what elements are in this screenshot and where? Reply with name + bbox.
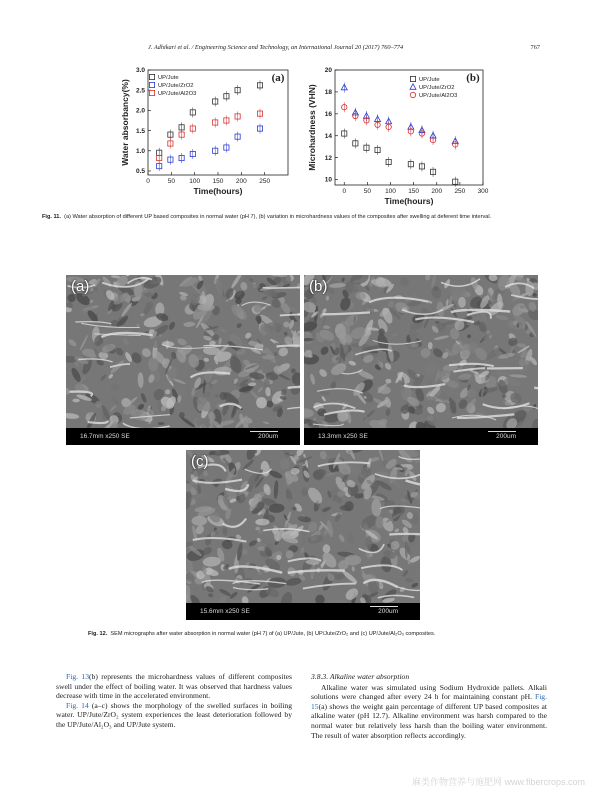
paragraph-text: (a) shows the weight gain percentage of different UP based composites at alkaline water (pH 12.7). Alkaline environment was harsh compared to the normal water but relatively less harsh than the boiling water environment. The result of water absorption reflects accordingly.: [311, 701, 547, 740]
sem-grain: [258, 530, 263, 535]
chart-water-absorbancy: [108, 60, 298, 208]
x-tick-label: 200: [431, 188, 443, 195]
panel-label: (a): [271, 72, 285, 84]
sem-grain: [109, 382, 120, 392]
sem-grain: [411, 582, 419, 589]
sem-grain: [250, 284, 260, 289]
fig13-link[interactable]: Fig. 13: [66, 672, 90, 681]
sem-texture-b: [304, 275, 538, 445]
y-tick-label: 1.5: [135, 127, 145, 135]
sem-grain: [278, 457, 291, 471]
journal-title: J. Adhikari et al. / Engineering Science and Technology, an International Journal 20 (2017) 760–774: [148, 44, 404, 51]
sem-grain: [533, 293, 537, 297]
x-tick-label: 200: [235, 178, 247, 185]
sem-grain: [467, 334, 471, 338]
sem-panel-label: (a): [71, 278, 90, 295]
sem-grain: [312, 345, 321, 352]
sem-grain: [180, 416, 196, 428]
sem-panel-label: (b): [309, 278, 328, 295]
sem-grain: [136, 324, 140, 327]
sem-grain: [151, 342, 162, 348]
sem-grain: [66, 412, 79, 419]
fig11-caption: [42, 214, 557, 221]
sem-grain: [309, 373, 316, 385]
sem-grain: [108, 373, 114, 379]
legend-entry: UP/Jute/ZrO2: [419, 85, 455, 92]
y-axis-label: Water absorbancy(%): [120, 79, 130, 166]
sem-grain: [426, 405, 436, 415]
sem-grain: [398, 276, 410, 289]
sem-grain: [137, 372, 143, 388]
sem-grain: [425, 275, 431, 281]
x-tick-label: 250: [454, 188, 466, 195]
sem-grain: [371, 498, 382, 516]
sem-grain: [347, 533, 355, 544]
fig12-caption: [88, 631, 548, 638]
sem-params: 16.7mm x250 SE: [80, 433, 130, 440]
sem-fiber: [322, 312, 370, 314]
sem-grain: [428, 342, 433, 350]
sem-grain: [284, 332, 288, 336]
legend-entry: UP/Jute/ZrO2: [158, 83, 194, 90]
sem-grain: [191, 516, 207, 526]
sem-fiber: [223, 518, 247, 526]
y-tick-label: 2.0: [135, 107, 145, 115]
sem-grain: [321, 395, 327, 402]
sem-grain: [79, 334, 89, 350]
fig12-label: Fig. 12.: [88, 631, 108, 637]
sem-grain: [338, 534, 346, 544]
x-tick-label: 150: [212, 178, 224, 185]
sem-grain: [114, 346, 125, 357]
paragraph: [56, 672, 292, 701]
data-point: [149, 90, 154, 95]
sem-params: 13.3mm x250 SE: [318, 433, 368, 440]
legend-entry: UP/Jute/Al2O3: [419, 93, 458, 100]
sem-grain: [302, 530, 306, 545]
x-tick-label: 100: [385, 188, 396, 195]
sem-grain: [509, 374, 527, 378]
x-tick-label: 0: [342, 188, 347, 195]
sem-grain: [180, 275, 199, 289]
y-tick-label: 1.0: [135, 147, 145, 155]
sem-grain: [176, 337, 188, 347]
sem-grain: [121, 337, 130, 346]
paragraph: [56, 701, 292, 730]
sem-info-bar: [304, 428, 538, 445]
x-tick-label: 250: [259, 178, 271, 185]
y-tick-label: 0.5: [135, 168, 145, 176]
series-up-jute: [342, 129, 458, 187]
sem-scale-text: 200um: [496, 433, 516, 440]
sem-image-c: [186, 450, 420, 620]
sem-grain: [111, 396, 120, 406]
sem-grain: [218, 588, 231, 598]
sem-info-bar: [66, 428, 300, 445]
sem-grain: [182, 371, 187, 380]
series-up-jute-al2o3: [157, 109, 263, 163]
sem-grain: [435, 402, 448, 414]
scale-bar: [250, 431, 278, 432]
sem-grain: [130, 350, 144, 365]
sem-fiber: [406, 480, 420, 485]
sem-grain: [255, 527, 260, 531]
sem-grain: [70, 366, 83, 383]
sem-grain: [351, 566, 355, 572]
paragraph: [311, 683, 547, 741]
sem-grain: [109, 404, 117, 412]
sem-grain: [214, 393, 219, 398]
sem-fiber: [389, 534, 420, 535]
sem-grain: [101, 275, 113, 288]
section-heading: 3.8.3. Alkaline water absorption: [311, 672, 410, 681]
sem-grain: [409, 555, 420, 564]
sem-grain: [408, 562, 420, 575]
legend-entry: UP/Jute: [419, 77, 440, 84]
sem-grain: [138, 365, 143, 368]
y-tick-label: 10: [324, 176, 332, 184]
sem-grain: [239, 281, 248, 291]
sem-grain: [95, 408, 101, 417]
sem-grain: [387, 300, 395, 308]
sem-scale-text: 200um: [378, 608, 398, 615]
sem-texture-a: [66, 275, 300, 445]
fig11-text: (a) Water absorption of different UP based composites in normal water (pH 7), (b) variation in microhardness values of the composites after swelling at deferent time interval.: [64, 214, 492, 220]
sem-grain: [345, 555, 362, 566]
sem-grain: [100, 373, 107, 381]
data-point: [410, 84, 416, 90]
sem-panel-label: (c): [191, 453, 209, 470]
sem-fiber: [75, 322, 111, 324]
sem-grain: [263, 421, 270, 425]
y-tick-label: 14: [324, 132, 332, 140]
sem-grain: [319, 345, 330, 356]
paragraph-text: (b) represents the microhardness values of different composites swell under the effect of boiling water. It was observed that hardness values decrease with time in the accelerated environment.: [56, 672, 292, 701]
sem-grain: [326, 296, 330, 301]
y-tick-label: 16: [324, 111, 332, 119]
sem-grain: [258, 572, 263, 575]
series-up-jute-zro2: [157, 124, 263, 172]
y-tick-label: 3.0: [135, 67, 145, 75]
x-tick-label: 50: [363, 188, 371, 195]
sem-info-bar: [186, 603, 420, 620]
sem-fiber: [534, 385, 538, 390]
sem-grain: [244, 331, 253, 339]
sem-grain: [255, 518, 269, 525]
sem-params: 15.6mm x250 SE: [200, 608, 250, 615]
sem-grain: [495, 314, 509, 321]
sem-grain: [485, 346, 502, 361]
sem-grain: [268, 469, 283, 480]
sem-grain: [219, 328, 228, 334]
paragraph-text: (a–c) shows the morphology of the swelled surfaces in boiling water. UP/Jute/ZrO₂ system experiences the least deterioration followed by the UP/Jute/Al₂O₃ and UP/Jute system.: [56, 700, 292, 729]
page-number: 767: [530, 44, 540, 51]
sem-grain: [338, 296, 352, 312]
sem-grain: [274, 352, 278, 357]
paragraph-text: Alkaline water was simulated using Sodium Hydroxide pallets. Alkali solutions were changed after every 24 h for maintaining constant pH.: [311, 682, 547, 702]
sem-grain: [72, 399, 79, 403]
x-tick-label: 50: [167, 178, 175, 185]
sem-grain: [292, 372, 300, 385]
scale-bar: [370, 606, 398, 607]
series-up-jute-zro2: [341, 83, 458, 147]
x-tick-label: 100: [189, 178, 201, 185]
sem-grain: [307, 534, 324, 545]
sem-grain: [202, 556, 221, 567]
panel-label: (b): [466, 72, 480, 84]
sem-grain: [67, 338, 77, 348]
sem-grain: [385, 378, 391, 383]
sem-grain: [242, 459, 255, 471]
sem-scale-text: 200um: [258, 433, 278, 440]
sem-grain: [140, 392, 148, 403]
sem-grain: [318, 368, 329, 379]
fig12-text: SEM micrographs after water absorption in normal water (pH 7) of (a) UP/Jute, (b) UP/Jute/ZrO₂ and (c) UP/Jute/Al₂O₃ composites.: [110, 631, 436, 637]
y-tick-label: 12: [324, 154, 332, 162]
sem-grain: [405, 577, 415, 583]
sem-grain: [203, 357, 209, 362]
data-point: [149, 82, 154, 87]
sem-grain: [296, 283, 300, 290]
sem-grain: [401, 569, 409, 577]
sem-grain: [300, 547, 305, 554]
sem-grain: [261, 296, 268, 301]
sem-grain: [236, 322, 243, 329]
right-column: [311, 672, 547, 740]
series-up-jute-al2o3: [342, 102, 458, 149]
sem-grain: [140, 347, 153, 359]
sem-grain: [183, 321, 195, 327]
left-column: [56, 672, 292, 730]
sem-grain: [304, 408, 314, 418]
sem-grain: [186, 518, 191, 529]
x-tick-label: 150: [408, 188, 420, 195]
sem-grain: [249, 278, 254, 282]
data-point: [410, 76, 415, 81]
sem-grain: [265, 304, 272, 311]
sem-fiber: [287, 407, 300, 410]
y-tick-label: 18: [324, 89, 332, 97]
x-axis-label: Time(hours): [193, 186, 243, 196]
sem-grain: [164, 388, 171, 395]
data-point: [410, 92, 415, 97]
sem-texture-c: [186, 450, 420, 620]
sem-grain: [319, 450, 328, 460]
sem-grain: [458, 297, 466, 308]
fig14-link[interactable]: Fig. 14: [66, 700, 89, 710]
x-tick-label: 300: [477, 188, 489, 195]
sem-grain: [208, 593, 214, 598]
scale-bar: [488, 431, 516, 432]
legend-entry: UP/Jute: [158, 75, 179, 82]
sem-grain: [322, 544, 330, 553]
chart-microhardness: [295, 60, 495, 208]
y-axis-label: Microhardness (VHN): [307, 84, 317, 171]
fig15-link[interactable]: Fig. 15: [311, 692, 547, 711]
sem-grain: [222, 527, 228, 536]
sem-grain: [434, 335, 450, 341]
x-axis-label: Time(hours): [384, 196, 434, 206]
sem-grain: [394, 528, 400, 533]
sem-grain: [341, 277, 345, 282]
sem-grain: [170, 351, 177, 360]
sem-grain: [413, 456, 420, 464]
y-tick-label: 2.5: [135, 87, 145, 95]
x-tick-label: 0: [146, 178, 150, 185]
sem-grain: [507, 336, 519, 348]
watermark: 麻类作物营养与施肥网 www.fibercrops.com: [411, 777, 585, 787]
sem-grain: [399, 403, 411, 415]
sem-grain: [257, 386, 264, 393]
sem-grain: [158, 422, 165, 425]
sem-image-b: [304, 275, 538, 445]
sem-image-a: [66, 275, 300, 445]
sem-grain: [197, 484, 202, 494]
sem-grain: [297, 515, 311, 523]
sem-grain: [420, 348, 431, 359]
legend-entry: UP/Jute/Al2O3: [158, 91, 197, 98]
sem-grain: [301, 487, 308, 496]
sem-grain: [168, 321, 177, 331]
sem-grain: [273, 480, 279, 499]
sem-grain: [385, 408, 391, 416]
data-point: [149, 74, 154, 79]
y-tick-label: 20: [324, 67, 332, 75]
sem-grain: [392, 332, 399, 338]
fig11-label: Fig. 11.: [42, 214, 61, 220]
sem-grain: [384, 362, 393, 371]
